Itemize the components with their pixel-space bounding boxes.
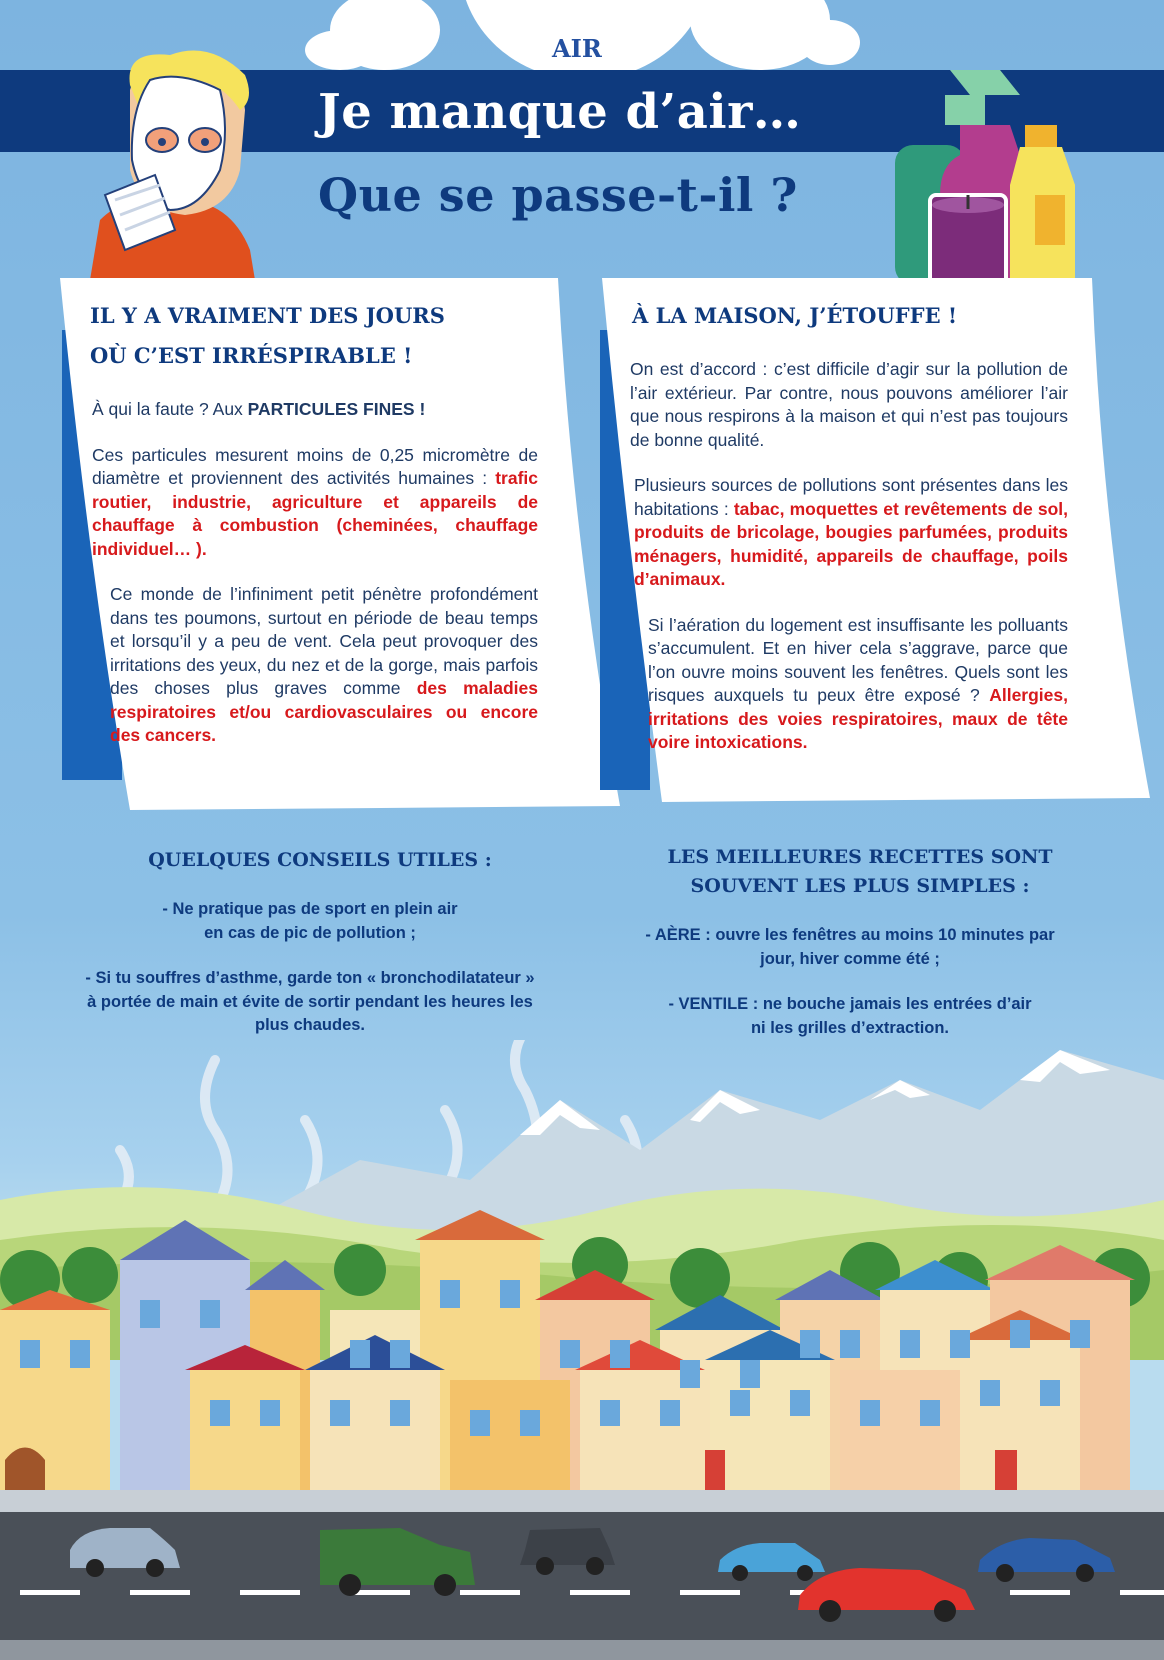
- tips-left-list: [80, 898, 540, 1060]
- town-landscape-illustration: [0, 1040, 1164, 1660]
- tips-left-heading: QUELQUES CONSEILS UTILES :: [148, 849, 492, 871]
- left-panel-heading: [90, 296, 590, 376]
- left-heading-line2: OÙ C’EST IRRÉSPIRABLE !: [90, 343, 413, 368]
- tips-right-heading: [610, 843, 1110, 901]
- tips-right-item: - AÈRE : ouvre les fenêtres au moins 10 minutes par jour, hiver comme été ;: [645, 926, 1055, 968]
- tips-left-item: - Si tu souffres d’asthme, garde ton « bronchodilatateur » à portée de main et évite de sortir pendant les heures les plus chaudes.: [85, 969, 535, 1034]
- left-heading-line1: IL Y A VRAIMENT DES JOURS: [90, 303, 445, 328]
- tips-right-heading-line2: SOUVENT LES PLUS SIMPLES :: [690, 875, 1030, 897]
- tips-right-heading-line1: LES MEILLEURES RECETTES SONT: [667, 846, 1053, 868]
- page-subtitle: Que se passe-t-il ?: [318, 168, 798, 222]
- cloud: [800, 20, 860, 65]
- tips-left-item: - Ne pratique pas de sport en plein air en cas de pic de pollution ;: [162, 900, 458, 942]
- right-panel-heading: À LA MAISON, J’ÉTOUFFE !: [632, 303, 958, 328]
- tips-right-item: - VENTILE : ne bouche jamais les entrées d’air ni les grilles d’extraction.: [668, 995, 1032, 1037]
- right-p2: Plusieurs sources de pollutions sont présentes dans les habitations : tabac, moquettes et revêtements de sol, produits de bricolage, bougies parfumées, produits ménagers, humidité, appareils de chauffage, poils d’animaux.: [634, 475, 1068, 589]
- cloud: [305, 30, 375, 70]
- gas-mask-boy-illustration: [70, 50, 270, 280]
- left-p2: Ces particules mesurent moins de 0,25 micromètre de diamètre et proviennent des activités humaines : trafic routier, industrie, agriculture et appareils de chauffage à combustion (cheminées, chauffage individuel… ).: [92, 444, 538, 559]
- left-p3: Ce monde de l’infiniment petit pénètre profondément dans tes poumons, surtout en période de beau temps et lorsqu’il y a peu de vent. Cela peut provoquer des irritations des yeux, du nez et de la gorge, mais parfois des choses plus graves comme des maladies respiratoires et/ou cardiovasculaires ou encore des cancers.: [110, 584, 538, 745]
- left-panel-body: [92, 398, 538, 770]
- right-p3: Si l’aération du logement est insuffisante les polluants s’accumulent. Et en hiver cela s’aggrave, parce que l’on ouvre moins souvent les fenêtres. Quels sont les risques auxquels tu peux être exposé ? Allergies, irritations des voies respiratoires, maux de tête voire intoxications.: [648, 614, 1068, 752]
- cleaning-bottles-illustration: [890, 55, 1090, 285]
- right-panel-body: [630, 358, 1068, 777]
- left-p1: À qui la faute ? Aux PARTICULES FINES !: [92, 399, 426, 419]
- right-p1: On est d’accord : c’est difficile d’agir sur la pollution de l’air extérieur. Par contre, nous pouvons améliorer l’air que nous respirons à la maison et qui n’est pas toujours de bonne qualité.: [630, 359, 1068, 450]
- section-tag: AIR: [552, 34, 602, 63]
- page-title: Je manque d’air…: [318, 84, 802, 140]
